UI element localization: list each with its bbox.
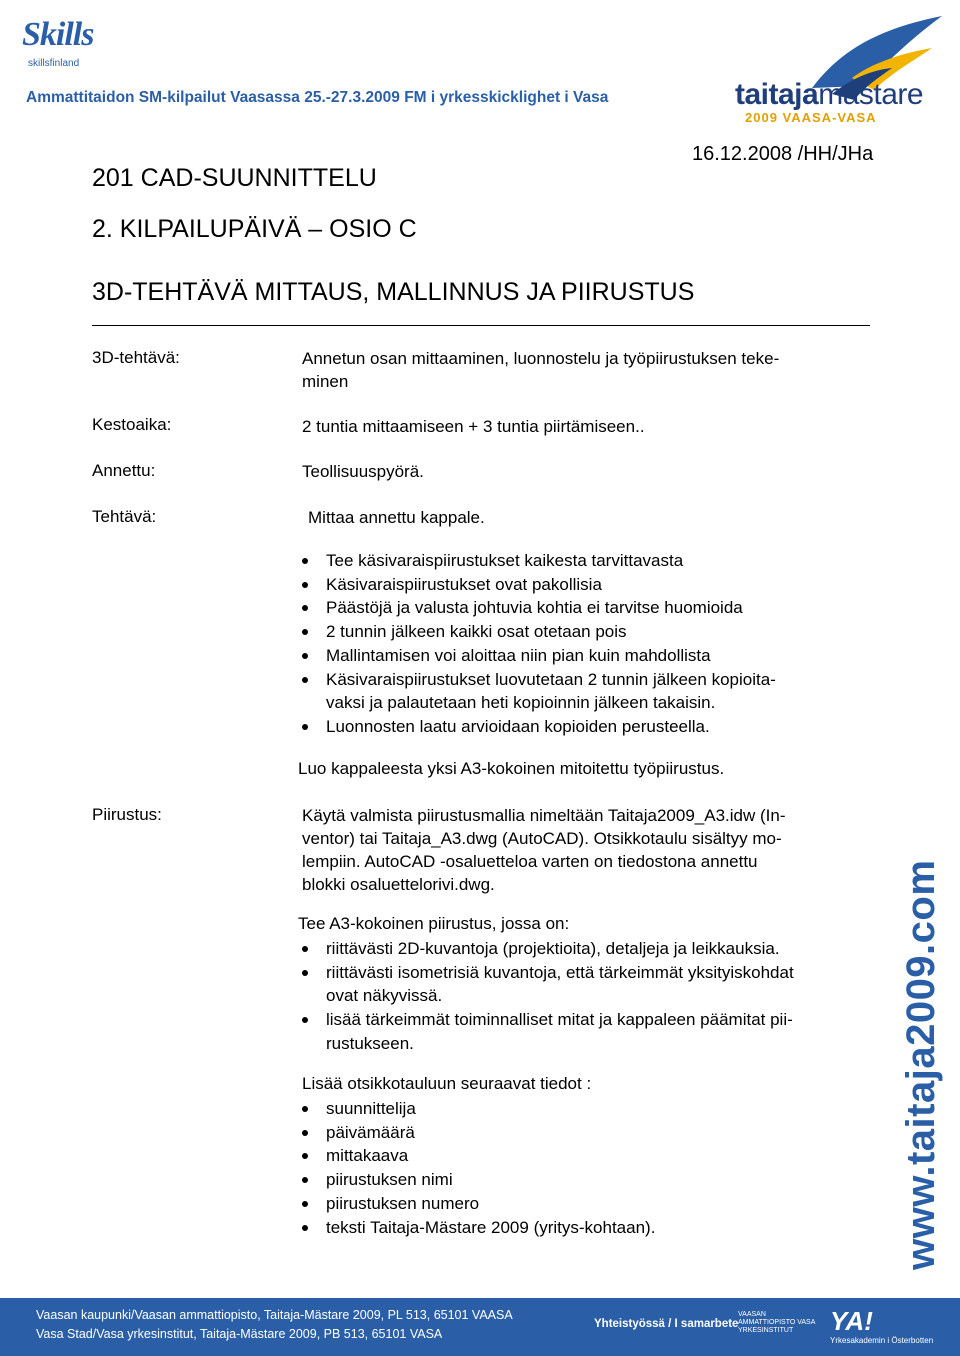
header-tagline: Ammattitaidon SM-kilpailut Vaasassa 25.-27.3.2009 FM i yrkesskicklighet i Vasa: [26, 89, 609, 106]
list-item: Mallintamisen voi aloittaa niin pian kuin mahdollista: [302, 644, 776, 668]
list-item: Käsivaraispiirustukset ovat pakollisia: [302, 573, 776, 597]
list-item: suunnittelija: [302, 1097, 655, 1121]
ya-logo-subtitle: Yrkesakademin i Österbotten: [830, 1336, 934, 1345]
drawing-text: Käytä valmista piirustusmallia nimeltään Taitaja2009_A3.idw (In- ventor) tai Taitaja_A3.dwg (AutoCAD). Otsikkotaulu sisältyy mo- lempiin. AutoCAD -osaluetteloa varten on tiedostona annettu blokki osaluettelorivi.dwg.: [302, 806, 786, 894]
list-item: riittävästi 2D-kuvantoja (projektioita), detaljeja ja leikkauksia.: [302, 937, 794, 961]
task-label: 3D-tehtävä:: [92, 348, 180, 367]
duration-value: 2 tuntia mittaamiseen + 3 tuntia piirtämiseen..: [302, 417, 645, 436]
footer-address-fi: Vaasan kaupunki/Vaasan ammattiopisto, Taitaja-Mästare 2009, PL 513, 65101 VAASA: [36, 1308, 513, 1322]
titleblock-intro: Lisää otsikkotauluun seuraavat tiedot :: [302, 1074, 592, 1093]
page-footer: [0, 1298, 960, 1356]
competition-day: 2. KILPAILUPÄIVÄ – OSIO C: [92, 215, 417, 243]
list-item: piirustuksen nimi: [302, 1168, 655, 1192]
side-website-url: www.taitaja2009.com: [899, 859, 943, 1270]
list-item: teksti Taitaja-Mästare 2009 (yritys-kohtaan).: [302, 1216, 655, 1240]
list-item: mittakaava: [302, 1144, 655, 1168]
skills-finland-logo: Skills skillsfinland: [22, 16, 94, 69]
list-item: Tee käsivaraispiirustukset kaikesta tarvittavasta: [302, 549, 776, 573]
list-item: Käsivaraispiirustukset luovutetaan 2 tunnin jälkeen kopioita- vaksi ja palautetaan heti kopioinnin jälkeen takaisin.: [302, 668, 776, 715]
list-item: Päästöjä ja valusta johtuvia kohtia ei tarvitse huomioida: [302, 596, 776, 620]
list-item: riittävästi isometrisiä kuvantoja, että tärkeimmät yksityiskohdat ovat näkyvissä.: [302, 961, 794, 1008]
divider-line: [92, 325, 870, 326]
given-value: Teollisuuspyörä.: [302, 462, 424, 481]
drawing-label: Piirustus:: [92, 805, 162, 824]
list-item: päivämäärä: [302, 1121, 655, 1145]
vaasan-ammattiopisto-logo: VAASAN AMMATTIOPISTO VASA YRKESINSTITUT: [738, 1311, 816, 1334]
instructions-list: [302, 549, 776, 739]
ya-logo: YA!: [830, 1306, 873, 1336]
document-date: 16.12.2008 /HH/JHa: [692, 143, 874, 165]
given-label: Annettu:: [92, 461, 156, 480]
document-title: 201 CAD-SUUNNITTELU: [92, 164, 377, 192]
a3-requirements-list: [302, 937, 794, 1056]
taitajamastare-subtitle: 2009 VAASA-VASA: [745, 110, 877, 125]
list-item: Luonnosten laatu arvioidaan kopioiden perusteella.: [302, 715, 776, 739]
list-item: 2 tunnin jälkeen kaikki osat otetaan pois: [302, 620, 776, 644]
task-value: Annetun osan mittaaminen, luonnostelu ja työpiirustuksen teke- minen: [302, 349, 780, 391]
task-title: 3D-TEHTÄVÄ MITTAUS, MALLINNUS JA PIIRUSTUS: [92, 278, 695, 306]
a3-instruction: Luo kappaleesta yksi A3-kokoinen mitoitettu työpiirustus.: [298, 759, 725, 778]
page-header: [0, 0, 960, 128]
a3-list-intro: Tee A3-kokoinen piirustus, jossa on:: [298, 914, 570, 933]
footer-collaboration: Yhteistyössä / I samarbete: [594, 1318, 739, 1330]
job-label: Tehtävä:: [92, 507, 157, 526]
taitajamastare-wordmark: taitajamästare: [735, 78, 924, 111]
list-item: piirustuksen numero: [302, 1192, 655, 1216]
list-item: lisää tärkeimmät toiminnalliset mitat ja kappaleen päämitat pii- rustukseen.: [302, 1008, 794, 1055]
job-value: Mittaa annettu kappale.: [308, 508, 485, 527]
duration-label: Kestoaika:: [92, 415, 172, 434]
titleblock-list: [302, 1097, 655, 1239]
footer-address-sv: Vasa Stad/Vasa yrkesinstitut, Taitaja-Mästare 2009, PB 513, 65101 VASA: [36, 1327, 443, 1341]
